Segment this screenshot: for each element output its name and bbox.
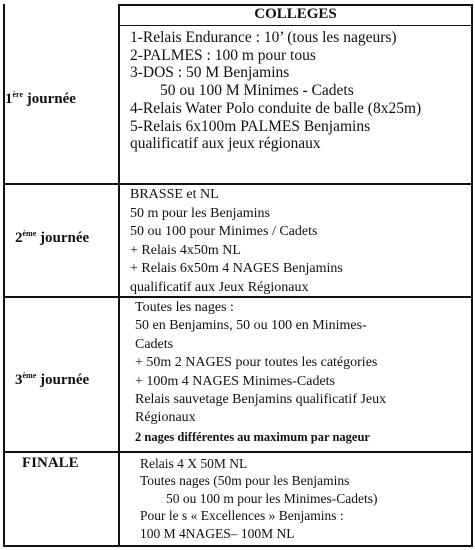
event-line: Pour le s « Excellences » Benjamins : — [140, 508, 344, 524]
event-line: 100 M 4NAGES– 100M NL — [140, 525, 295, 541]
table-border-right — [471, 4, 473, 546]
event-line: + Relais 6x50m 4 NAGES Benjamins — [130, 261, 343, 277]
day-suffix: ème — [22, 229, 37, 238]
day-suffix: ème — [22, 371, 37, 380]
events-cell — [130, 186, 343, 298]
events-cell — [130, 29, 421, 153]
event-line: Toutes les nages : — [135, 300, 234, 315]
day-number: 3 — [15, 372, 23, 388]
event-line: qualificatif aux Jeux Régionaux — [130, 279, 309, 295]
event-line: + 100m 4 NAGES Minimes-Cadets — [135, 373, 335, 389]
event-line: 50 ou 100 M Minimes - Cadets — [160, 82, 354, 100]
event-line: Toutes nages (50m pour les Benjamins — [140, 473, 350, 489]
row-divider — [3, 183, 473, 185]
table-border-left — [3, 4, 5, 546]
table-column-divider — [118, 4, 120, 546]
events-cell — [135, 299, 386, 446]
event-line: 50 en Benjamins, 50 ou 100 en Minimes- — [135, 318, 367, 334]
event-line: BRASSE et NL — [130, 187, 219, 202]
event-line: 3-DOS : 50 M Benjamins — [130, 64, 290, 82]
event-line: 2-PALMES : 100 m pour tous — [130, 46, 316, 64]
event-line: Relais 4 X 50M NL — [140, 456, 248, 471]
event-line: 50 m pour les Benjamins — [130, 205, 270, 221]
event-line: Cadets — [135, 336, 174, 352]
day-number: 1 — [5, 91, 13, 107]
day-word: journée — [23, 91, 76, 107]
day-word: journée — [36, 372, 90, 388]
event-line: qualificatif aux jeux régionaux — [130, 135, 321, 153]
column-header: COLLEGES — [254, 6, 337, 22]
day-label — [15, 372, 89, 388]
event-line: 5-Relais 6x100m PALMES Benjamins — [130, 117, 371, 135]
day-number: 2 — [15, 230, 23, 246]
event-line: Régionaux — [135, 410, 196, 426]
event-line: Relais sauvetage Benjamins qualificatif Jeux — [135, 392, 387, 408]
event-line: + Relais 4x50m NL — [130, 242, 241, 258]
event-line: 50 ou 100 pour Minimes / Cadets — [130, 224, 318, 240]
event-line: 50 ou 100 m pour les Minimes-Cadets) — [166, 490, 378, 506]
event-line: 4-Relais Water Polo conduite de balle (8x25m) — [130, 99, 422, 117]
event-line: 1-Relais Endurance : 10’ (tous les nageurs) — [130, 29, 397, 46]
day-label — [5, 91, 76, 107]
table-border-bottom — [3, 545, 473, 547]
day-suffix: ère — [12, 90, 24, 99]
header-divider — [118, 25, 473, 26]
event-line: + 50m 2 NAGES pour toutes les catégories — [135, 355, 378, 371]
day-word: journée — [36, 230, 90, 246]
day-label: FINALE — [22, 455, 79, 471]
events-cell — [140, 455, 377, 542]
row-divider — [3, 451, 473, 453]
event-note: 2 nages différentes au maximum par nageur — [135, 429, 370, 444]
day-label — [15, 230, 89, 246]
